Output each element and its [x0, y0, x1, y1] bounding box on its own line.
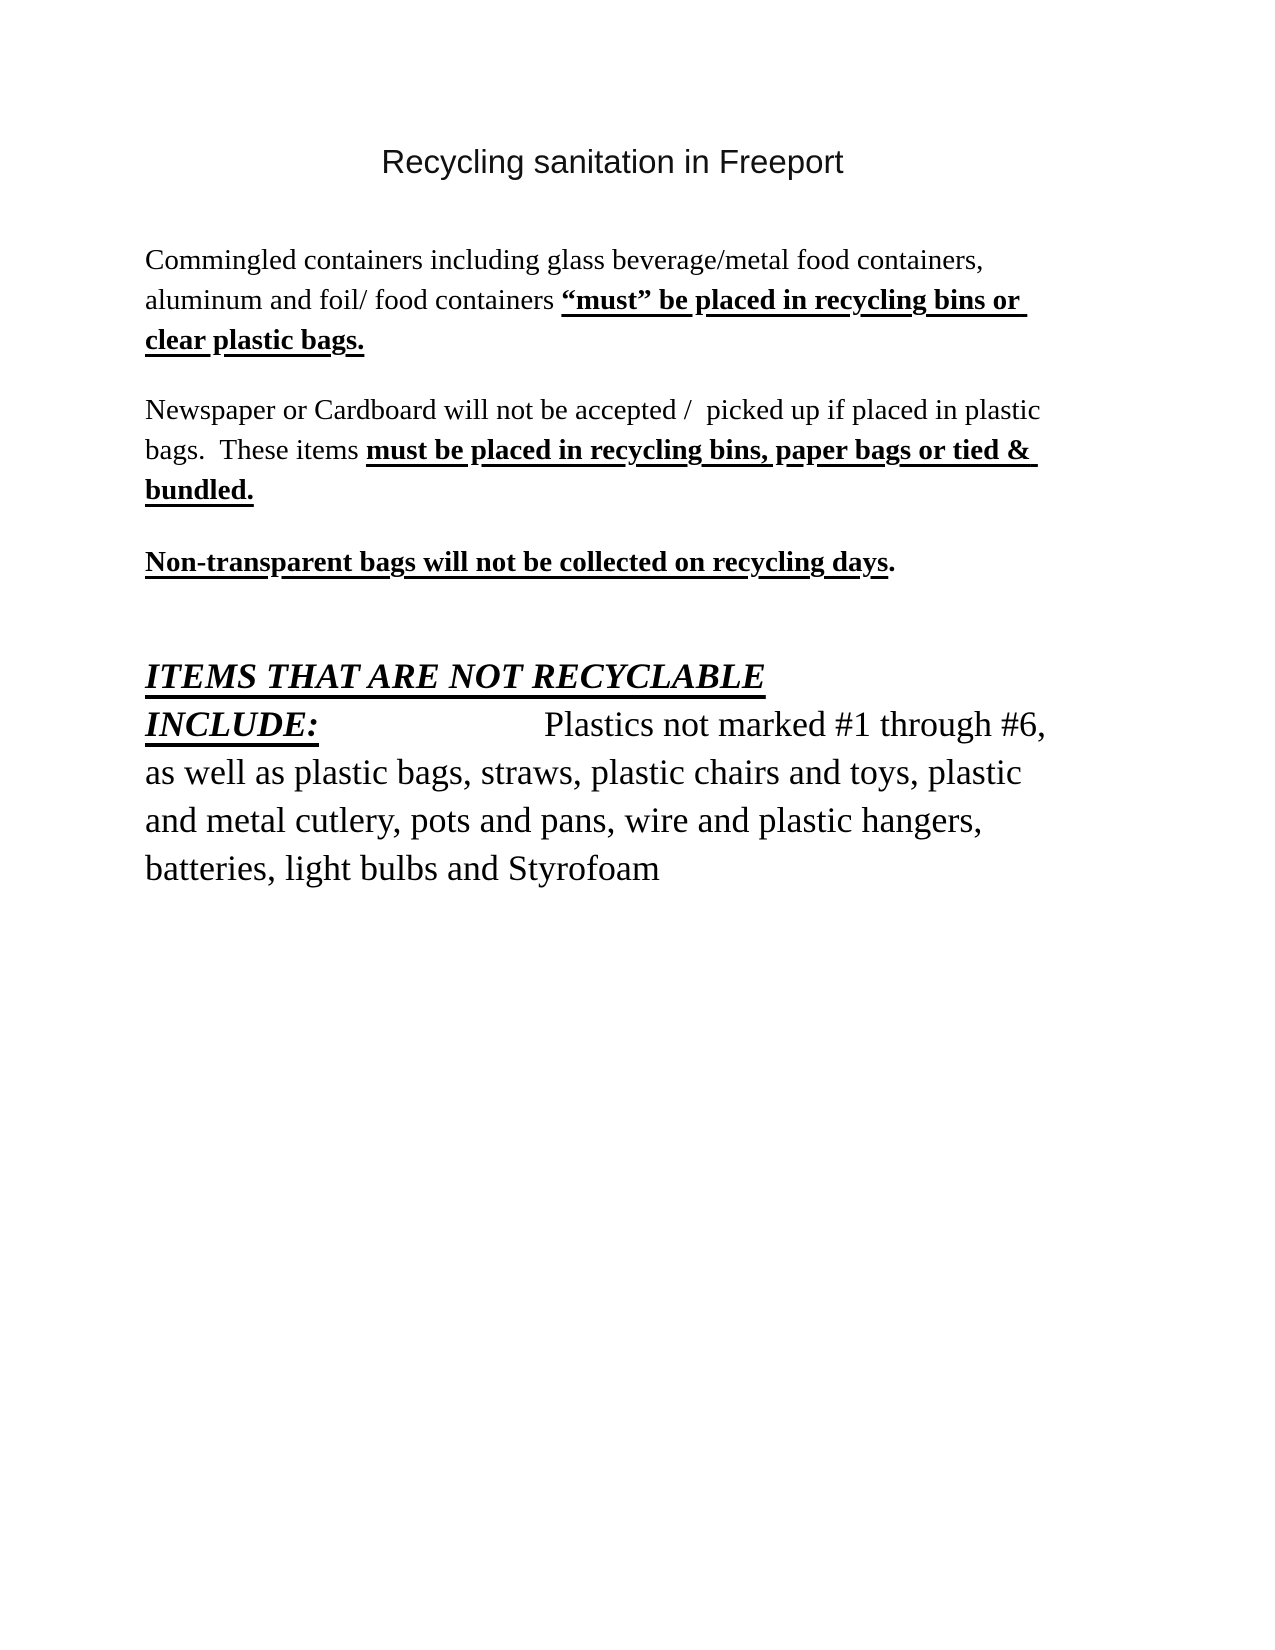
not-recyclable-heading-line2: INCLUDE:: [145, 704, 320, 745]
paragraph-newspaper-regular-text: Newspaper or Cardboard will not be accepted / picked up if placed in plastic bags. These items: [145, 394, 1048, 467]
document-title: Recycling sanitation in Freeport: [381, 143, 844, 180]
tab-spacer: [319, 735, 544, 736]
not-recyclable-heading-line1: ITEMS THAT ARE NOT RECYCLABLE: [145, 656, 766, 697]
paragraph-nontransparent-emphasis-text: Non-transparent bags will not be collected on recycling days: [145, 546, 889, 579]
section-not-recyclable: [145, 652, 1080, 892]
paragraph-commingled: [145, 240, 1080, 360]
paragraph-nontransparent-period: .: [888, 546, 896, 579]
document-content: [145, 141, 1080, 892]
not-recyclable-body-text: Plastics not marked #1 through #6, as well as plastic bags, straws, plastic chairs and toys, plastic and metal cutlery, pots and pans, wire and plastic hangers, batteries, light bulbs and Styrofoam: [145, 704, 1055, 889]
paragraph-commingled-emphasis-text: “must” be placed in recycling bins or clear plastic bags.: [145, 284, 1028, 357]
paragraph-commingled-regular-text: Commingled containers including glass beverage/metal food containers, aluminum and foil/ food containers: [145, 244, 991, 317]
paragraph-nontransparent: [145, 542, 1080, 582]
paragraph-newspaper: [145, 390, 1080, 510]
paragraph-newspaper-emphasis-text: must be placed in recycling bins, paper bags or tied & bundled.: [145, 434, 1038, 507]
